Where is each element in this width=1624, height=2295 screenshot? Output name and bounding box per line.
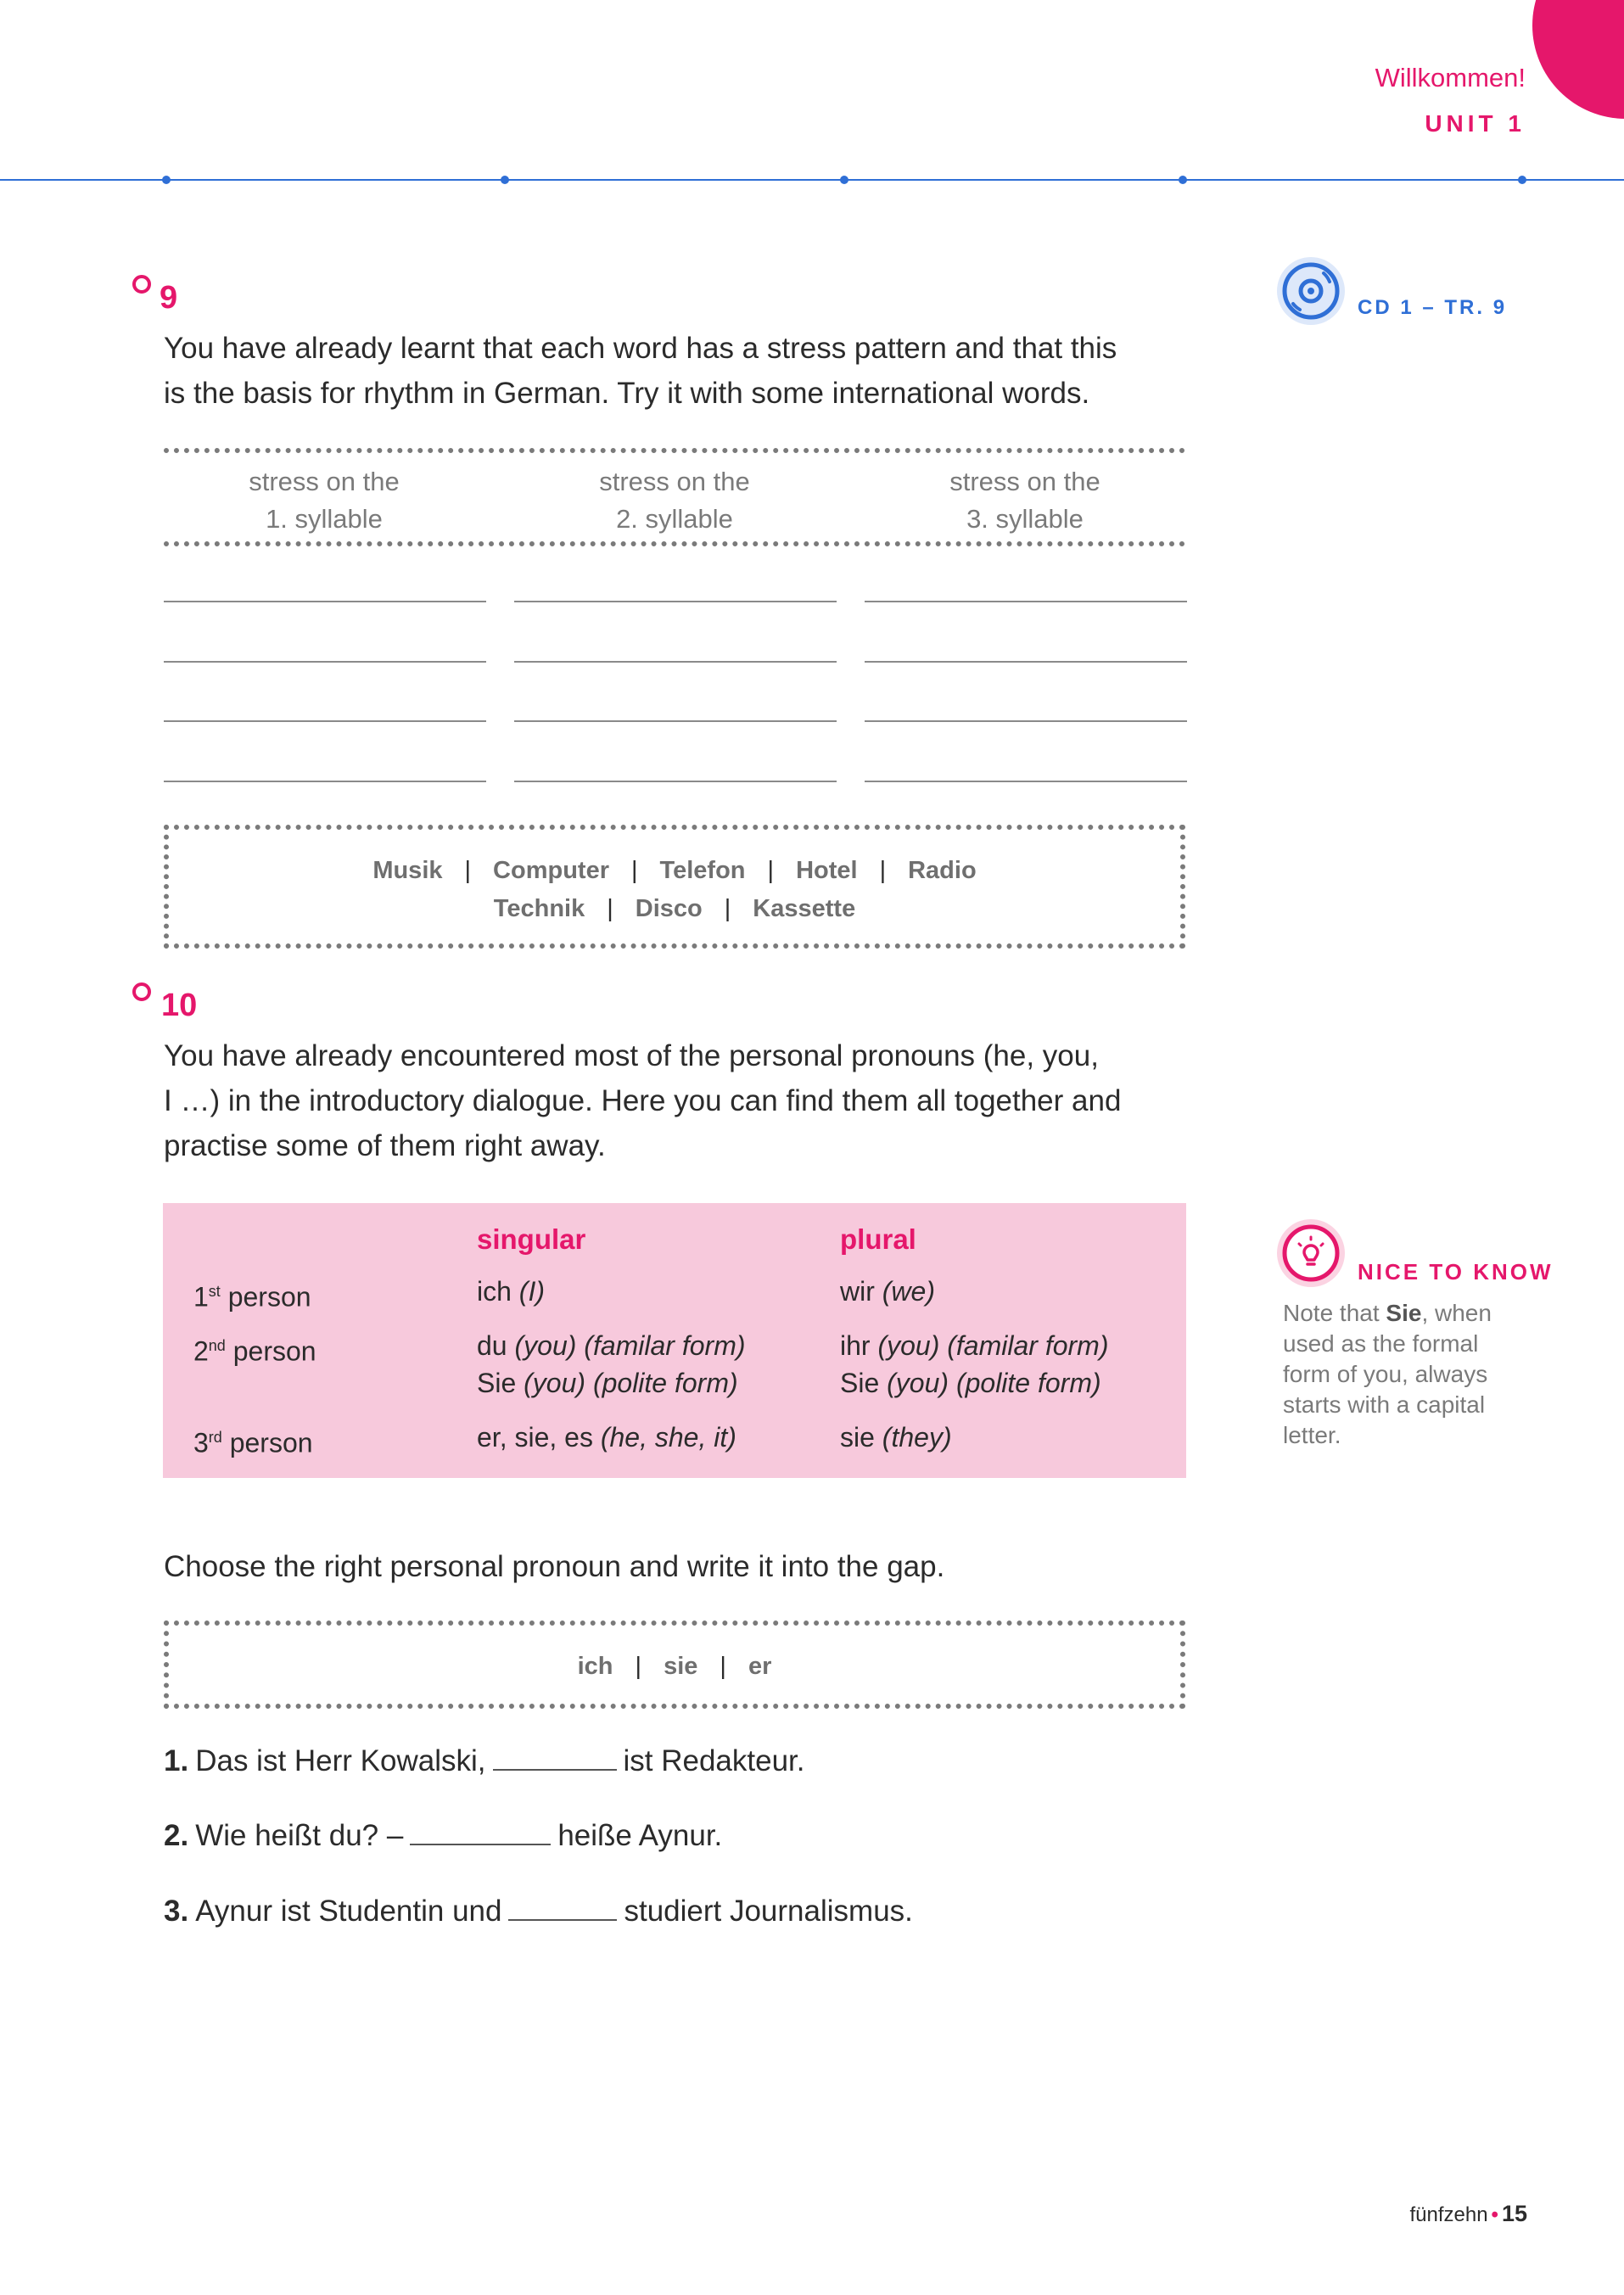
- singular-cell: ich (I): [477, 1276, 545, 1307]
- table-head-singular: singular: [477, 1223, 586, 1255]
- word-row: [169, 895, 1180, 923]
- word-option: Disco: [635, 895, 703, 922]
- gap-blank[interactable]: [508, 1895, 617, 1921]
- header-unit: UNIT 1: [1425, 110, 1526, 137]
- header-rule: [0, 179, 1624, 181]
- column-header-line: 1. syllable: [266, 504, 383, 534]
- header-rule-dot: [1518, 176, 1526, 184]
- separator: |: [607, 895, 613, 922]
- separator: |: [724, 895, 731, 922]
- answer-line[interactable]: [514, 601, 837, 602]
- plural-cell: ihr (you) (familar form) Sie (you) (polite form): [840, 1330, 1109, 1398]
- person-label: 1st person: [193, 1281, 311, 1313]
- exercise-number: 9: [160, 280, 178, 316]
- word-option: Telefon: [659, 857, 746, 884]
- bullet-ring-icon: [132, 275, 151, 294]
- nice-to-know-text: Note that Sie, when used as the formal form of you, always starts with a capital letter.: [1283, 1300, 1492, 1448]
- separator: |: [879, 857, 887, 884]
- gap-sentence-1: 1. Das ist Herr Kowalski, ist Redakteur.: [164, 1744, 805, 1777]
- text-line: is the basis for rhythm in German. Try it with some international words.: [164, 377, 1090, 410]
- header-title: Willkommen!: [1375, 63, 1526, 92]
- gap-sentence-3: 3. Aynur ist Studentin und studiert Journalismus.: [164, 1895, 913, 1928]
- table-head-plural: plural: [840, 1223, 916, 1255]
- column-header-line: 2. syllable: [616, 504, 733, 534]
- bullet-ring-icon: [132, 982, 151, 1001]
- corner-decoration: [1532, 0, 1624, 119]
- pronoun-option: sie: [664, 1653, 698, 1680]
- word-option: Kassette: [753, 895, 856, 922]
- cd-track-label: CD 1 – TR. 9: [1358, 296, 1508, 319]
- cd-icon: [1276, 256, 1346, 326]
- header-rule-dot: [162, 176, 171, 184]
- answer-line[interactable]: [164, 661, 486, 663]
- answer-line[interactable]: [514, 661, 837, 663]
- word-option: Hotel: [796, 857, 858, 884]
- answer-line[interactable]: [865, 720, 1187, 722]
- word-row: [169, 857, 1180, 885]
- separator: |: [767, 857, 775, 884]
- gap-blank[interactable]: [410, 1820, 551, 1845]
- answer-line[interactable]: [865, 781, 1187, 782]
- column-header-line: 3. syllable: [966, 504, 1084, 534]
- singular-cell: er, sie, es (he, she, it): [477, 1422, 736, 1453]
- dotted-divider: [164, 448, 1185, 453]
- person-label: 2nd person: [193, 1335, 316, 1367]
- word-option: Musik: [372, 857, 443, 884]
- header-rule-dot: [840, 176, 848, 184]
- exercise-10-instructions: [164, 1033, 1207, 1168]
- text-line: I …) in the introductory dialogue. Here you can find them all together and: [164, 1084, 1122, 1117]
- dotted-divider: [164, 541, 1185, 546]
- answer-line[interactable]: [865, 661, 1187, 663]
- answer-line[interactable]: [164, 601, 486, 602]
- pronoun-option: ich: [577, 1653, 613, 1680]
- word-option: Technik: [493, 895, 585, 922]
- page-footer: [1409, 2201, 1527, 2227]
- answer-line[interactable]: [514, 781, 837, 782]
- word-box: [164, 825, 1185, 949]
- plural-cell: sie (they): [840, 1422, 952, 1453]
- word-row: [169, 1653, 1180, 1681]
- column-header-3: [865, 463, 1185, 538]
- pronoun-options-box: [164, 1620, 1185, 1709]
- gap-blank[interactable]: [493, 1745, 617, 1771]
- column-header-2: [514, 463, 835, 538]
- nice-to-know-label: NICE TO KNOW: [1358, 1259, 1554, 1285]
- plural-cell: wir (we): [840, 1276, 935, 1307]
- text-line: You have already encountered most of the personal pronouns (he, you,: [164, 1039, 1099, 1072]
- separator: |: [464, 857, 472, 884]
- gap-sentence-2: 2. Wie heißt du? – heiße Aynur.: [164, 1819, 723, 1852]
- word-option: Radio: [908, 857, 977, 884]
- answer-line[interactable]: [865, 601, 1187, 602]
- pronoun-option: er: [748, 1653, 772, 1680]
- separator: |: [635, 1653, 642, 1680]
- column-header-line: stress on the: [249, 467, 400, 496]
- pronoun-table: [163, 1203, 1186, 1478]
- text-line: You have already learnt that each word has a stress pattern and that this: [164, 332, 1117, 365]
- header-rule-dot: [1179, 176, 1187, 184]
- separator: |: [631, 857, 638, 884]
- column-header-line: stress on the: [599, 467, 750, 496]
- lightbulb-icon: [1276, 1218, 1346, 1288]
- gap-instruction: Choose the right personal pronoun and write it into the gap.: [164, 1550, 945, 1583]
- singular-cell: du (you) (familar form) Sie (you) (polite form): [477, 1330, 746, 1398]
- footer-dot-icon: •: [1491, 2203, 1498, 2226]
- answer-line[interactable]: [164, 781, 486, 782]
- header-rule-dot: [501, 176, 509, 184]
- text-line: practise some of them right away.: [164, 1129, 606, 1162]
- exercise-9-instructions: [164, 326, 1207, 416]
- column-header-1: [164, 463, 484, 538]
- page-number: 15: [1501, 2201, 1527, 2226]
- word-option: Computer: [493, 857, 609, 884]
- column-header-line: stress on the: [949, 467, 1100, 496]
- person-label: 3rd person: [193, 1427, 313, 1458]
- exercise-number: 10: [161, 988, 198, 1023]
- page-number-word: fünfzehn: [1409, 2203, 1488, 2226]
- answer-line[interactable]: [514, 720, 837, 722]
- answer-line[interactable]: [164, 720, 486, 722]
- separator: |: [720, 1653, 726, 1680]
